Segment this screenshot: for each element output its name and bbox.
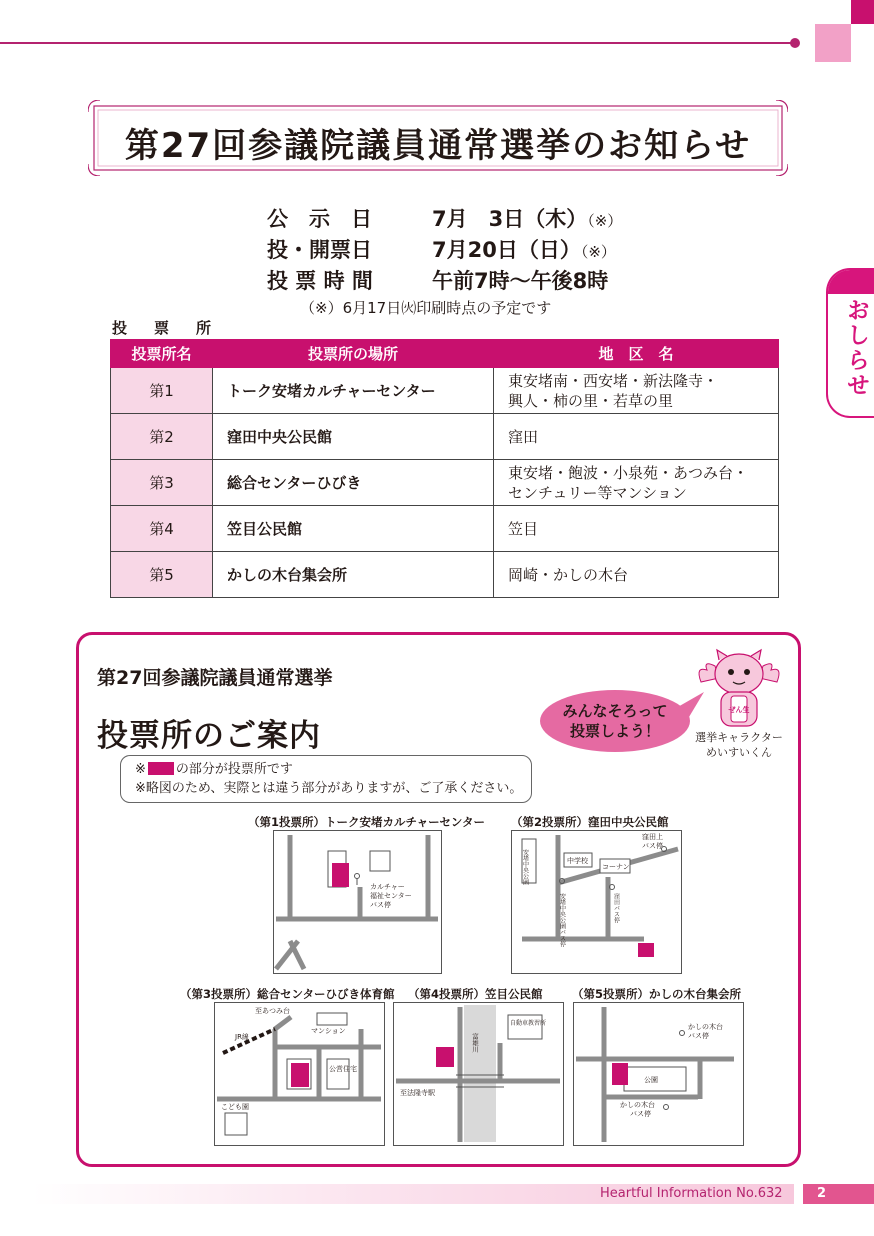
table-caption: 投 票 所 [112,319,218,337]
svg-text:バス停: バス停 [688,1032,709,1040]
svg-text:至あつみ台: 至あつみ台 [255,1007,290,1015]
map-station-3 [214,1002,385,1146]
schedule-footnote: （※）6月17日㈫印刷時点の予定です [300,299,552,317]
station-number: 第2 [111,414,213,460]
corner-block-light [815,24,851,62]
schedule-value: 午前7時〜午後8時 [432,269,609,293]
svg-text:こども園: こども園 [221,1103,249,1111]
svg-text:公園: 公園 [644,1076,658,1084]
corner-block-dark [851,0,874,24]
map-station-1 [273,830,442,974]
header-rule-dot [790,38,800,48]
station-district: 岡崎・かしの木台 [494,552,779,598]
station-place: 窪田中央公民館 [213,414,494,460]
table-row [111,506,779,552]
station-number: 第5 [111,552,213,598]
svg-text:安堵中央公園バス停: 安堵中央公園バス停 [558,893,566,947]
bubble-line: 投票しよう！ [569,722,660,740]
schedule-value: 7月 3日（木）（※） [432,207,623,231]
station-place: 笠目公民館 [213,506,494,552]
table-row [111,460,779,506]
speech-bubble [540,690,690,752]
legend-swatch [148,762,174,775]
bubble-line: みんなそろって [562,702,668,720]
svg-text:かしの木台: かしの木台 [620,1101,655,1109]
header-station-place: 投票所の場所 [213,340,494,368]
svg-text:福祉センター: 福祉センター [370,892,412,900]
station-number: 第1 [111,368,213,414]
header-rule [0,42,793,44]
guide-title: 投票所のご案内 [97,718,321,754]
svg-text:コーナン: コーナン [602,863,630,871]
map-caption-2: （第2投票所）窪田中央公民館 [511,815,669,829]
svg-text:窪田バス停: 窪田バス停 [612,893,620,923]
station-place: 総合センターひびき [213,460,494,506]
schedule-label: 投・開票日 [267,238,372,262]
svg-text:マンション: マンション [311,1027,346,1035]
mascot-caption: 選挙キャラクター めいすいくん [695,731,783,759]
table-header-row [111,340,779,368]
map-notice: ※ の部分が投票所です ※略図のため、実際とは違う部分がありますが、ご了承ください。 [120,755,532,803]
station-district: 笠目 [494,506,779,552]
page-number: 2 [803,1184,874,1204]
map-station-2 [511,830,682,974]
svg-text:窪田上: 窪田上 [642,833,663,841]
svg-text:自動車教習所: 自動車教習所 [510,1020,547,1027]
mascot-icon [693,648,785,730]
guide-subtitle: 第27回参議院議員通常選挙 [97,667,333,689]
svg-text:安堵中央公園: 安堵中央公園 [521,849,529,885]
svg-text:バス停: バス停 [370,901,391,909]
header-station-name: 投票所名 [111,340,213,368]
footer-publication: Heartful Information No.632 [600,1186,783,1201]
schedule-label: 公 示 日 [267,207,372,231]
table-row [111,552,779,598]
station-district: 東安堵・飽波・小泉苑・あつみ台・ センチュリー等マンション [494,460,779,506]
svg-text:バス停: バス停 [642,842,663,850]
station-place: トーク安堵カルチャーセンター [213,368,494,414]
map-station-5 [573,1002,744,1146]
svg-text:公営住宅: 公営住宅 [329,1065,357,1073]
svg-text:富雄川: 富雄川 [471,1033,479,1053]
page-title: 第27回参議院議員通常選挙のお知らせ [124,126,752,166]
station-district: 東安堵南・西安堵・新法隆寺・ 興人・柿の里・若草の里 [494,368,779,414]
svg-text:かしの木台: かしの木台 [688,1023,723,1031]
polling-station-table [110,339,779,598]
schedule-label: 投 票 時 間 [267,269,373,293]
schedule-value: 7月20日（日）（※） [432,238,616,262]
map-caption-1: （第1投票所）トーク安堵カルチャーセンター [248,815,485,829]
table-row [111,414,779,460]
map-caption-5: （第5投票所）かしの木台集会所 [572,987,741,1001]
svg-text:JR線: JR線 [235,1033,249,1041]
table-row [111,368,779,414]
station-place: かしの木台集会所 [213,552,494,598]
svg-text:バス停: バス停 [630,1110,651,1118]
svg-text:カルチャー: カルチャー [370,883,405,891]
svg-text:至法隆寺駅: 至法隆寺駅 [400,1089,435,1097]
section-tab-label: おしらせ [843,298,869,398]
map-caption-4: （第4投票所）笠目公民館 [408,987,543,1001]
station-number: 第4 [111,506,213,552]
svg-text:中学校: 中学校 [567,857,588,865]
station-number: 第3 [111,460,213,506]
mascot-badge: ぜん生 [728,706,750,714]
header-district: 地 区 名 [494,340,779,368]
station-district: 窪田 [494,414,779,460]
section-tab [826,268,874,418]
map-caption-3: （第3投票所）総合センターひびき体育館 [180,987,395,1001]
map-station-4 [393,1002,564,1146]
